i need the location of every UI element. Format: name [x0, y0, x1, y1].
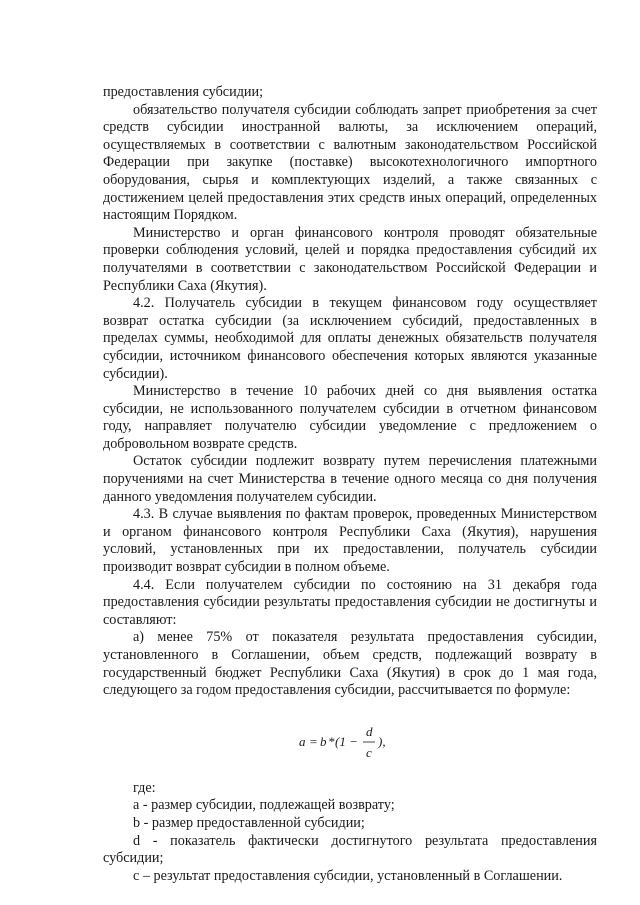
paragraph-4-2: 4.2. Получатель субсидии в текущем финансовом году осуществляет возврат остатка субсидии (за исключением субсидий, предоставленных в пределах суммы, необходимой для оплаты денежных обязательств получателя субсидии, источником финансового обеспечения которых являются указанные субсидии).: [103, 295, 597, 382]
paragraph-notification: Министерство в течение 10 рабочих дней со дня выявления остатка субсидии, не использованного получателем субсидии в отчетном финансовом году, направляет получателю субсидии уведомление с предложением о добровольном возврате средств.: [103, 383, 597, 452]
where-label: где:: [133, 779, 156, 796]
definition-c: c – результат предоставления субсидии, установленный в Соглашении.: [133, 867, 563, 884]
paragraph-continuation: предоставления субсидии;: [103, 84, 264, 100]
definition-b: b - размер предоставленной субсидии;: [133, 814, 365, 831]
formula-equals: =: [309, 733, 318, 749]
paragraph-4-3: 4.3. В случае выявления по фактам проверок, проведенных Министерством и органом финансового контроля Республики Саха (Якутия), нарушения условий, установленных при их предоставлении, получатель субсидии производит возврат субсидии в полном объеме.: [103, 506, 597, 576]
paragraph-currency-ban: обязательство получателя субсидии соблюдать запрет приобретения за счет средств субсидии иностранной валюты, за исключением операций, осуществляемых в соответствии с валютным законодательством Российской Федерации при закупке (поставке) высокотехнологичного импортного оборудования, сырья и комплектующих изделий, а также связанных с достижением целей предоставления этих средств иных операций, определенных настоящим Порядком.: [103, 101, 597, 224]
formula-open: (1 −: [335, 733, 358, 749]
formula-close: ),: [378, 733, 386, 749]
formula-star: *: [328, 733, 335, 749]
definition-a: a - размер субсидии, подлежащей возврату;: [133, 797, 395, 814]
paragraph-item-a: а) менее 75% от показателя результата предоставления субсидии, установленного в Соглашении, объем средств, подлежащий возврату в государственный бюджет Республики Саха (Якутия) в срок до 1 мая года, следующего за годом предоставления субсидии, рассчитывается по формуле:: [103, 629, 597, 699]
formula-graphic: [295, 717, 405, 767]
definition-d: d - показатель фактически достигнутого результата предоставления субсидии;: [103, 832, 597, 867]
formula-numerator: d: [366, 723, 373, 739]
formula-lhs: a: [299, 733, 306, 749]
paragraph-inspections: Министерство и орган финансового контроля проводят обязательные проверки соблюдения условий, целей и порядка предоставления субсидий их получателями в соответствии с законодательством Российской Федерации и Республики Саха (Якутия).: [103, 224, 597, 294]
paragraph-remainder-return: Остаток субсидии подлежит возврату путем перечисления платежными поручениями на счет Министерства в течение одного месяца со дня получения данного уведомления получателем субсидии.: [103, 453, 597, 505]
formula-b: b: [320, 733, 327, 749]
paragraph-4-4: 4.4. Если получателем субсидии по состоянию на 31 декабря года предоставления субсидии результаты предоставления субсидии не достигнуты и составляют:: [103, 576, 597, 628]
formula-denominator: c: [366, 744, 372, 760]
document-page: [103, 84, 597, 885]
return-formula: [103, 710, 597, 774]
